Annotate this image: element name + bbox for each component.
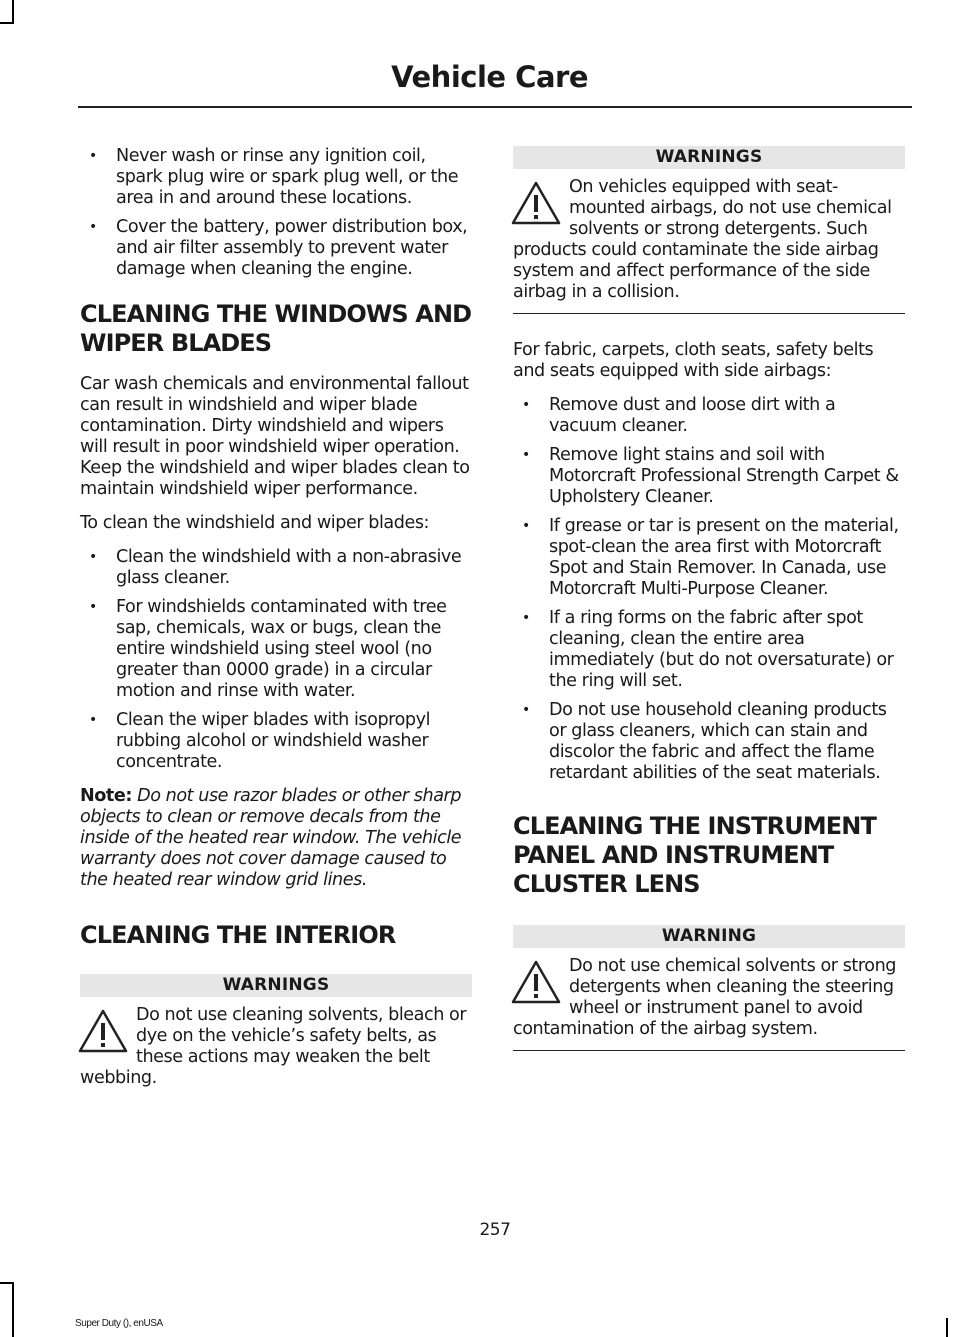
list-item: • Clean the windshield with a non-abrasive glass cleaner.	[80, 547, 472, 589]
section-heading-interior: CLEANING THE INTERIOR	[80, 921, 396, 949]
right-column	[513, 146, 905, 1077]
list-item: • For windshields contaminated with tree sap, chemicals, wax or bugs, clean the entire windshield using steel wool (no greater than 0000 grade) in a circular motion and rinse with water.	[80, 597, 472, 702]
engine-bullet-list	[80, 146, 472, 280]
warning-triangle-icon	[509, 958, 563, 1008]
header-divider	[78, 106, 912, 108]
warning-box-instrument	[513, 925, 905, 1051]
list-item: • Remove light stains and soil with Motorcraft Professional Strength Carpet & Upholstery Cleaner.	[513, 445, 905, 508]
fabric-bullet-list	[513, 395, 905, 784]
list-item: • Cover the battery, power distribution box, and air filter assembly to prevent water damage when cleaning the engine.	[80, 217, 472, 280]
list-item: • If a ring forms on the fabric after spot cleaning, clean the entire area immediately (but do not oversaturate) or the ring will set.	[513, 608, 905, 692]
section-heading-instrument	[513, 812, 905, 899]
left-column	[80, 146, 472, 1125]
list-item: • If grease or tar is present on the material, spot-clean the area first with Motorcraft Spot and Stain Remover. In Canada, use Motorcraft Multi-Purpose Cleaner.	[513, 516, 905, 600]
crop-mark	[0, 22, 14, 24]
warning-triangle-icon	[76, 1007, 130, 1057]
heading-line: PANEL AND INSTRUMENT	[513, 841, 834, 869]
page-number: 257	[479, 1220, 511, 1240]
windows-intro: To clean the windshield and wiper blades:	[80, 513, 430, 533]
list-item: • Never wash or rinse any ignition coil, spark plug wire or spark plug well, or the area in and around these locations.	[80, 146, 472, 209]
warning-text: Do not use chemical solvents or strong detergents when cleaning the steering wheel or instrument panel to avoid contamination of the airbag system.	[513, 956, 897, 1039]
crop-mark	[0, 1282, 14, 1284]
list-item: • Remove dust and loose dirt with a vacuum cleaner.	[513, 395, 905, 437]
warning-header: WARNING	[513, 925, 905, 948]
heading-line: CLEANING THE INSTRUMENT	[513, 812, 876, 840]
heading-line: WIPER BLADES	[80, 329, 272, 357]
warning-text: On vehicles equipped with seat-mounted airbags, do not use chemical solvents or strong detergents. Such products could contaminate the side airbag system and affect performance of the side airbag in a collision.	[513, 177, 892, 302]
warning-header: WARNINGS	[513, 146, 905, 169]
crop-mark	[12, 1282, 14, 1337]
warning-box-airbag	[513, 146, 905, 314]
warning-body	[80, 1005, 472, 1089]
note-text: Do not use razor blades or other sharp objects to clean or remove decals from the inside of the heated rear window. The vehicle warranty does not cover damage caused to the heated rear window grid lines.	[80, 786, 462, 890]
windows-paragraph: Car wash chemicals and environmental fallout can result in windshield and wiper blade contamination. Dirty windshield and wipers will result in poor windshield wiper operation. Keep the windshield and wiper blades clean to maintain windshield wiper performance.	[80, 374, 470, 499]
fabric-intro: For fabric, carpets, cloth seats, safety belts and seats equipped with side airbags:	[513, 340, 874, 381]
heading-line: CLUSTER LENS	[513, 870, 700, 898]
warning-triangle-icon	[509, 179, 563, 229]
crop-mark	[946, 1318, 948, 1337]
footer-text: Super Duty (), enUSA	[75, 1318, 163, 1329]
note-label: Note:	[80, 786, 132, 806]
page-title: Vehicle Care	[391, 60, 588, 94]
warning-body	[513, 177, 905, 303]
warning-box-interior	[80, 974, 472, 1099]
warning-header: WARNINGS	[80, 974, 472, 997]
crop-mark	[12, 0, 14, 22]
list-item: • Do not use household cleaning products or glass cleaners, which can stain and discolor the fabric and affect the flame retardant abilities of the seat materials.	[513, 700, 905, 784]
note	[80, 786, 472, 891]
warning-body	[513, 956, 905, 1040]
warning-text: Do not use cleaning solvents, bleach or dye on the vehicle’s safety belts, as these actions may weaken the belt webbing.	[80, 1005, 467, 1088]
heading-line: CLEANING THE WINDOWS AND	[80, 300, 472, 328]
list-item: • Clean the wiper blades with isopropyl rubbing alcohol or windshield washer concentrate.	[80, 710, 472, 773]
windows-bullet-list	[80, 547, 472, 773]
section-heading-windows	[80, 300, 472, 358]
